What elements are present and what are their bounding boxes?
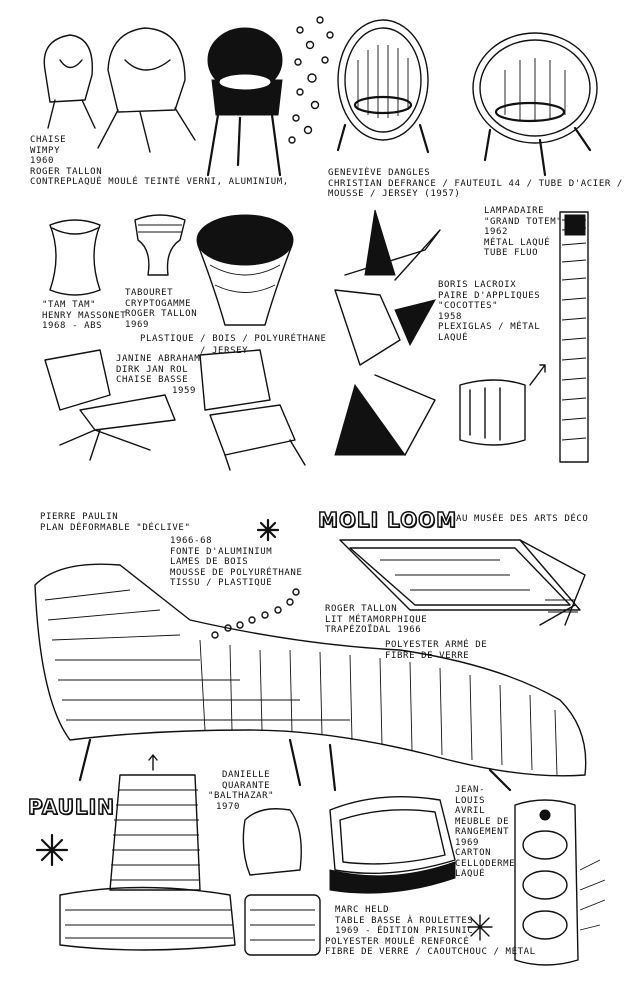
label-line: 1958 [438,311,463,322]
label-line: / JERSEY [200,346,249,356]
label-line: FIBRE DE VERRE [385,650,470,661]
label-line: POLYESTER ARMÉ DE [385,640,488,650]
label-line: RANGEMENT [455,827,510,837]
label-line: JANINE ABRAHAM [116,354,201,364]
black-stool-sketch [197,215,293,325]
label-line: TRAPÉZOÏDAL 1966 [325,625,422,635]
label-line: CARTON [455,848,492,858]
label-line: 1966-68 [170,536,213,546]
label-line: MEUBLE DE [455,816,510,827]
label-line: 1969 [455,837,480,848]
label-line: FONTE D'ALUMINIUM [170,546,273,557]
label-line: "GRAND TOTEM" [484,216,563,227]
label-line: CHAISE BASSE [116,375,189,385]
cocottes-sconces-sketch [335,210,440,455]
label-cryptogamme-jersey [200,346,248,357]
label-line: LAMES DE BOIS [170,557,249,567]
label-line: MARC HELD [335,905,390,915]
star-2-sketch [37,835,67,865]
label-cocottes [438,280,540,343]
label-line: 1970 [216,801,241,812]
label-line: CONTREPLAQUÉ MOULÉ TEINTÉ VERNI, ALUMINIUM, [30,177,289,187]
armchair-small-sketch [243,809,320,955]
label-declive [40,512,190,533]
label-line: LAQUÉ [438,332,469,343]
label-line: 1969 - ÉDITION PRISUNIC [335,926,474,936]
label-line: PLAN DÉFORMABLE "DÉCLIVE" [40,522,191,533]
hoop-chair-1-sketch [338,20,428,152]
label-line: MÉTAL LAQUÉ [484,237,551,248]
label-lit-materials [385,640,487,661]
label-line: DANIELLE [222,770,271,780]
label-line: PIERRE PAULIN [40,512,119,522]
label-line: MOUSSE / JERSEY (1957) [328,189,461,199]
label-line: FIBRE DE VERRE / CAOUTCHOUC / MÉTAL [325,947,536,957]
label-line: ROGER TALLON [325,604,398,614]
label-line: PLASTIQUE / BOIS / POLYURÉTHANE [140,334,327,344]
label-line: "TAM TAM" [42,300,97,310]
label-line: CRYPTOGAMME [125,298,192,309]
label-line: 1969 [125,319,150,330]
label-cryptogamme-materials [140,334,327,345]
label-tamtam [42,300,126,332]
label-line: GENEVIÈVE DANGLES [328,168,431,178]
label-line: TABLE BASSE À ROULETTES [335,915,474,926]
label-line: LIT MÉTAMORPHIQUE [325,614,428,625]
hoop-chair-2-sketch [473,33,597,175]
label-line: ROGER TALLON [30,166,103,177]
held-table-sketch [330,797,455,893]
label-line: DIRK JAN ROL [116,364,189,375]
label-avril [455,785,515,880]
label-line: TUBE FLUO [484,248,539,258]
lamp-sketch [460,380,525,445]
label-line: TISSU / PLASTIQUE [170,578,273,588]
label-line: POLYESTER MOULÉ RENFORCÉ [325,936,470,947]
label-dangles [328,168,623,200]
label-line: "BALTHAZAR" [208,791,275,801]
label-line: QUARANTE [222,780,271,791]
cryptogamme-stool-sketch [135,215,185,275]
heading-musee: AU MUSÉE DES ARTS DÉCO [456,514,589,524]
label-lit [325,604,427,636]
label-line: JEAN- [455,785,486,795]
declive-lounge-sketch [35,564,586,790]
label-line: HENRY MASSONET [42,310,127,321]
heading-paulin: PAULIN [28,795,115,819]
label-line: 1968 - ABS [42,321,103,331]
label-held [325,905,536,958]
label-cryptogamme [125,288,197,330]
label-line: LAQUÉ [455,869,486,879]
label-line: CHRISTIAN DEFRANCE / FAUTEUIL 44 / TUBE D'ACIER / [328,178,623,189]
wimpy-chair-sketch [44,28,195,152]
label-totem [484,206,562,259]
tamtam-stool-sketch [50,220,100,295]
label-line: BORIS LACROIX [438,280,517,290]
label-line: LOUIS [455,795,486,806]
label-line: LAMPADAIRE [484,206,545,216]
label-line: CHAISE [30,135,67,145]
label-line: WIMPY [30,145,61,156]
label-line: CELLODERME [455,858,516,869]
arrow-icon [149,755,157,770]
label-line: MOUSSE DE POLYURÉTHANE [170,567,303,578]
label-balthazar [208,770,274,812]
label-declive-details [170,536,302,589]
label-line: 1962 [484,227,509,237]
label-line: PAIRE D'APPLIQUES [438,290,541,301]
heading-moli-loom: MOLI LOOM [318,508,457,532]
label-wimpy [30,135,289,188]
label-line: PLEXIGLAS / MÉTAL [438,322,541,332]
bubbles-2-sketch [212,589,299,638]
label-line: AVRIL [455,806,486,816]
label-line: "COCOTTES" [438,301,499,311]
label-line: 1959 [172,385,197,396]
label-chaise-basse [116,354,200,396]
bubbles-sketch [289,17,333,143]
label-line: 1960 [30,156,55,166]
label-line: TABOURET [125,288,174,298]
label-line: ROGER TALLON [125,309,198,319]
